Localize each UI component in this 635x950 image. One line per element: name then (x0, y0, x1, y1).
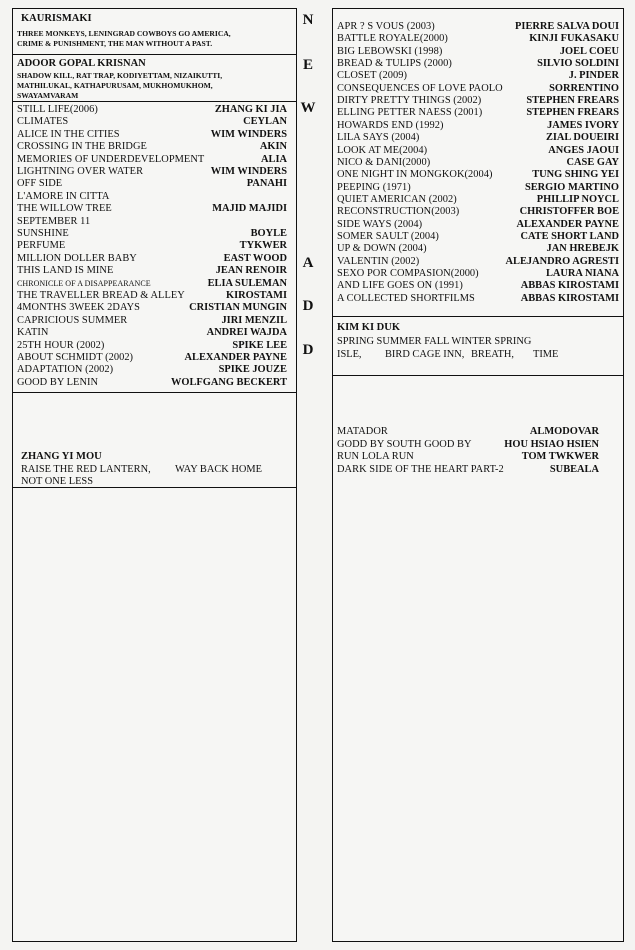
film-row (337, 268, 619, 280)
film-title: NICO & DANI(2000) (337, 156, 431, 168)
film-title: SOMER SAULT (2004) (337, 230, 439, 242)
film-row (17, 129, 287, 141)
film-director: ALEJANDRO AGRESTI (505, 255, 619, 267)
film-director: TYKWER (239, 240, 287, 252)
film-director: WOLFGANG BECKERT (171, 376, 287, 388)
film-director: SUBEALA (549, 463, 599, 475)
film-row (17, 364, 287, 376)
film-director: TOM TWKWER (521, 451, 599, 462)
film-row (17, 253, 287, 265)
film-row (17, 265, 287, 277)
film-title: 25TH HOUR (2002) (17, 339, 105, 351)
left-panel (12, 8, 297, 942)
film-director: STEPHEN FREARS (526, 95, 619, 107)
film-title: CAPRICIOUS SUMMER (17, 314, 128, 326)
film-title: SEPTEMBER 11 (17, 215, 91, 227)
film-row (337, 169, 619, 181)
film-title: THE WILLOW TREE (17, 203, 112, 215)
divider (333, 316, 623, 317)
film-director: KIROSTAMI (225, 290, 287, 301)
film-row (337, 157, 619, 169)
film-director: ANDREI WAJDA (206, 327, 287, 339)
film-title: VALENTIN (2002) (337, 255, 420, 267)
film-title: RUN LOLA RUN (337, 451, 414, 462)
adoor-films: SHADOW KILL, RAT TRAP, KODIYETTAM, NIZAIKUTTI, MATHILUKAL, KATHAPURUSAM, MUKHOMUKHOM, SWAYAMVARAM (17, 71, 223, 100)
film-director: SPIKE JOUZE (218, 364, 287, 376)
film-row (337, 70, 619, 82)
film-row (17, 191, 287, 203)
film-title: LILA SAYS (2004) (337, 132, 420, 144)
film-row (17, 216, 287, 228)
film-director: EAST WOOD (223, 252, 287, 264)
zhang-film: RAISE THE RED LANTERN, (21, 464, 151, 475)
film-title: GODD BY SOUTH GOOD BY (337, 438, 472, 450)
film-title: ELLING PETTER NAESS (2001) (337, 107, 483, 119)
kaurismaki-heading: KAURISMAKI (21, 13, 92, 24)
film-row (17, 377, 287, 389)
film-director: J. PINDER (568, 70, 619, 82)
film-director: SPIKE LEE (232, 339, 287, 351)
film-director: ELIA SULEMAN (207, 277, 287, 289)
kimkiduk-film: TIME (533, 349, 559, 360)
film-row (337, 243, 619, 255)
film-director: MAJID MAJIDI (212, 203, 287, 215)
film-director: ALIA (261, 153, 287, 165)
film-title: CLIMATES (17, 116, 69, 128)
film-director: CHRISTOFFER BOE (519, 206, 619, 218)
divider (13, 487, 296, 488)
film-row (337, 182, 619, 194)
divider (13, 54, 296, 55)
film-title: UP & DOWN (2004) (337, 243, 427, 255)
film-row (17, 315, 287, 327)
kimkiduk-film: BIRD CAGE INN, (385, 349, 465, 360)
film-title: SEXO POR COMPASION(2000) (337, 268, 479, 279)
adoor-heading: ADOOR GOPAL KRISNAN (17, 58, 146, 69)
film-title: A COLLECTED SHORTFILMS (337, 292, 475, 304)
film-director: PANAHI (246, 178, 287, 190)
film-row (337, 21, 619, 33)
divider (333, 375, 623, 376)
film-row (337, 83, 619, 95)
film-row (17, 166, 287, 178)
film-title: L'AMORE IN CITTA (17, 190, 110, 202)
film-director: CEYLAN (243, 116, 287, 128)
film-row (337, 107, 619, 119)
film-director: PHILLIP NOYCL (536, 193, 619, 205)
film-title: OFF SIDE (17, 178, 63, 190)
film-row (17, 154, 287, 166)
film-director: JOEL COEU (559, 45, 619, 57)
film-row (337, 439, 599, 451)
film-title: LIGHTNING OVER WATER (17, 166, 144, 177)
film-row (17, 340, 287, 352)
film-director: JAMES IVORY (547, 119, 619, 131)
film-director: CRISTIAN MUNGIN (189, 302, 287, 314)
film-director: WIM WINDERS (210, 166, 287, 177)
film-row (337, 46, 619, 58)
film-title: MILLION DOLLER BABY (17, 252, 137, 264)
film-title: PERFUME (17, 240, 66, 252)
film-director: PIERRE SALVA DOUI (515, 21, 619, 32)
kimkiduk-film: BREATH, (471, 349, 515, 360)
film-row (337, 120, 619, 132)
kimkiduk-films: SPRING SUMMER FALL WINTER SPRING (337, 336, 532, 347)
film-row (337, 231, 619, 243)
film-director: ALMODOVAR (529, 426, 599, 437)
film-director: WIM WINDERS (210, 128, 287, 140)
film-title: MEMORIES OF UNDERDEVELOPMENT (17, 153, 205, 165)
film-director: HOU HSIAO HSIEN (504, 438, 599, 450)
film-title: DARK SIDE OF THE HEART PART-2 (337, 463, 504, 475)
film-row (17, 352, 287, 364)
film-director: JAN HREBEJK (546, 243, 619, 255)
film-director: ANGES JAOUI (548, 144, 619, 156)
film-row (337, 206, 619, 218)
zhang-film: WAY BACK HOME (175, 464, 262, 475)
side-letter: E (302, 57, 313, 73)
film-director: JEAN RENOIR (215, 265, 287, 277)
zhang-heading: ZHANG YI MOU (21, 451, 102, 462)
kimkiduk-film: ISLE, (337, 349, 362, 360)
film-row (17, 327, 287, 339)
film-director: BOYLE (250, 228, 287, 239)
film-row (337, 132, 619, 144)
film-director: JIRI MENZIL (221, 314, 287, 326)
film-title: SIDE WAYS (2004) (337, 218, 423, 230)
film-title: THIS LAND IS MINE (17, 265, 114, 277)
film-title: GOOD BY LENIN (17, 376, 99, 388)
film-title: HOWARDS END (1992) (337, 119, 444, 131)
side-letter: N (302, 12, 314, 28)
film-title: APR ? S VOUS (2003) (337, 21, 435, 32)
side-letter: D (302, 298, 314, 314)
side-letter: D (302, 342, 314, 358)
film-title: ALICE IN THE CITIES (17, 128, 120, 140)
film-row (17, 141, 287, 153)
film-director: SERGIO MARTINO (524, 181, 619, 193)
film-title: QUIET AMERICAN (2002) (337, 193, 457, 205)
film-director: LAURA NIANA (545, 268, 619, 279)
film-title: KATIN (17, 327, 49, 339)
film-row (17, 116, 287, 128)
film-row (17, 290, 287, 302)
film-title: LOOK AT ME(2004) (337, 144, 428, 156)
film-director: ALEXANDER PAYNE (516, 218, 619, 230)
film-row (337, 219, 619, 231)
film-title: 4MONTHS 3WEEK 2DAYS (17, 302, 140, 314)
film-director: ZIAL DOUEIRI (545, 132, 619, 144)
film-title: ABOUT SCHMIDT (2002) (17, 352, 134, 363)
film-title: DIRTY PRETTY THINGS (2002) (337, 95, 482, 107)
film-row (337, 58, 619, 70)
film-title: CHRONICLE OF A DISAPPEARANCE (17, 278, 151, 288)
film-director: ALEXANDER PAYNE (184, 352, 287, 363)
side-letter: W (300, 100, 316, 116)
film-title: CROSSING IN THE BRIDGE (17, 141, 147, 153)
film-row (337, 451, 599, 463)
divider (13, 392, 296, 393)
film-title: CONSEQUENCES OF LOVE PAOLO (337, 82, 503, 94)
divider (13, 101, 296, 102)
film-row (337, 95, 619, 107)
film-row (17, 228, 287, 240)
film-title: PEEPING (1971) (337, 181, 411, 193)
film-row (337, 464, 599, 476)
film-director: ABBAS KIROSTAMI (520, 292, 619, 304)
film-director: SILVIO SOLDINI (537, 58, 619, 70)
film-director: STEPHEN FREARS (526, 107, 619, 119)
film-row (337, 194, 619, 206)
film-row (337, 426, 599, 438)
film-row (337, 280, 619, 292)
film-title: AND LIFE GOES ON (1991) (337, 280, 463, 292)
film-title: RECONSTRUCTION(2003) (337, 206, 460, 218)
film-row (337, 33, 619, 45)
film-title: STILL LIFE(2006) (17, 104, 98, 115)
right-panel (332, 8, 624, 942)
film-row (17, 104, 287, 116)
film-row (17, 240, 287, 252)
film-row (17, 302, 287, 314)
film-director: CATE SHORT LAND (520, 230, 619, 242)
zhang-film: NOT ONE LESS (21, 476, 93, 487)
film-row (337, 145, 619, 157)
film-director: SORRENTINO (549, 82, 619, 94)
film-row (337, 293, 619, 305)
film-title: THE TRAVELLER BREAD & ALLEY (17, 290, 185, 301)
side-letter: A (302, 255, 314, 271)
film-row (17, 178, 287, 190)
kimkiduk-heading: KIM KI DUK (337, 322, 400, 333)
film-row (17, 278, 287, 290)
film-title: ONE NIGHT IN MONGKOK(2004) (337, 169, 493, 181)
film-title: CLOSET (2009) (337, 70, 408, 82)
film-title: BREAD & TULIPS (2000) (337, 58, 452, 70)
film-director: CASE GAY (566, 156, 619, 168)
kaurismaki-films: THREE MONKEYS, LENINGRAD COWBOYS GO AMERICA, CRIME & PUNISHMENT, THE MAN WITHOUT A PAST. (17, 29, 231, 48)
film-director: TUNG SHING YEI (532, 169, 619, 181)
film-row (337, 256, 619, 268)
film-director: ABBAS KIROSTAMI (520, 280, 619, 292)
film-title: BIG LEBOWSKI (1998) (337, 45, 443, 57)
film-director: AKIN (259, 141, 287, 153)
film-director: KINJI FUKASAKU (529, 33, 619, 45)
film-row (17, 203, 287, 215)
film-title: ADAPTATION (2002) (17, 364, 114, 376)
film-title: BATTLE ROYALE(2000) (337, 33, 448, 45)
film-title: MATADOR (337, 426, 388, 437)
film-title: SUNSHINE (17, 228, 69, 239)
film-director: ZHANG KI JIA (214, 104, 287, 115)
